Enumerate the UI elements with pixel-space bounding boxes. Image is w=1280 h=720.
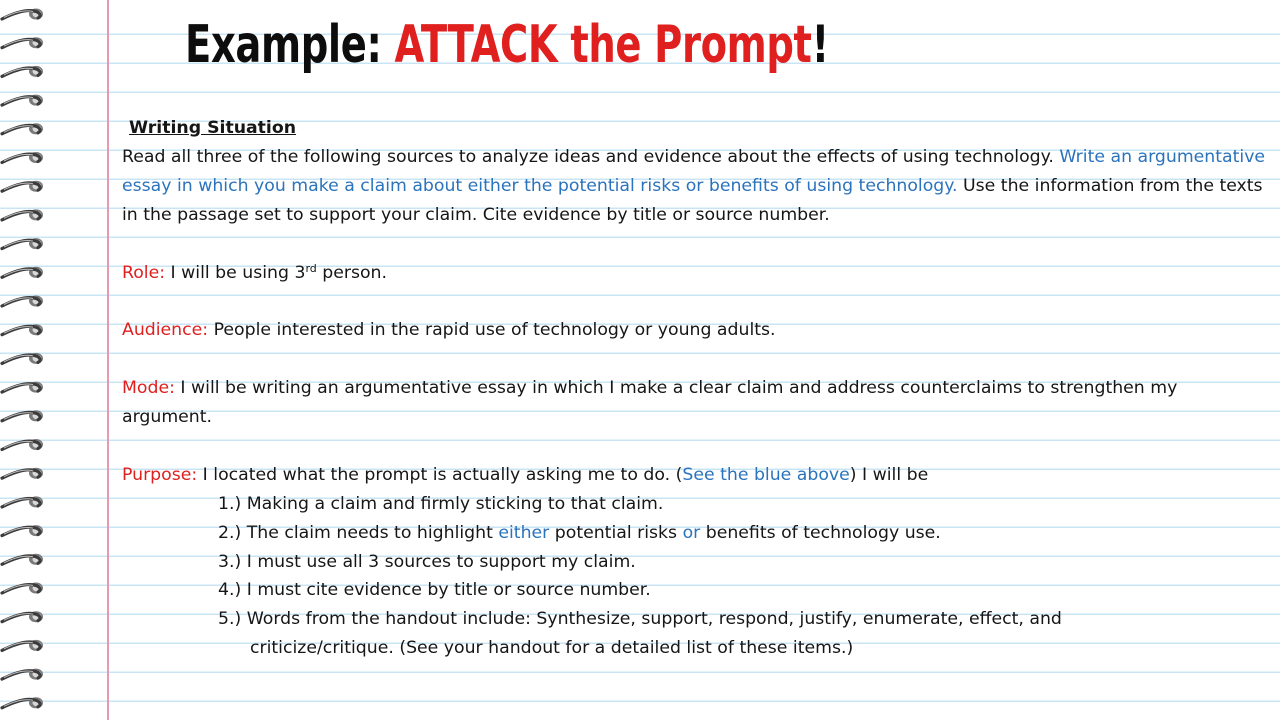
title-highlight: ATTACK the Prompt [394,15,812,75]
purpose-item-3: 3.) I must use all 3 sources to support my claim. [218,551,636,572]
spiral-ring [2,439,43,450]
writing-situation-text-1: Read all three of the following sources to analyze ideas and evidence about the effects of using technology. [122,146,1060,167]
spiral-ring [2,324,43,335]
page-title [0,12,1014,78]
spiral-ring [2,238,43,249]
spiral-ring [2,181,43,192]
prompt-content [122,114,1267,663]
role-text: I will be using 3 [165,262,306,283]
spiral-binding [0,0,52,720]
audience-text: People interested in the rapid use of technology or young adults. [208,320,776,341]
writing-situation-heading: Writing Situation [129,118,297,138]
purpose-label: Purpose: [122,464,198,485]
spiral-ring [2,640,43,651]
writing-situation-paragraph [122,143,1267,230]
purpose-text-1: I located what the prompt is actually asking me to do. ( [197,464,683,485]
spiral-ring [2,496,43,507]
mode-label: Mode: [122,378,175,399]
mode-line [122,374,1267,432]
spiral-ring [2,296,43,307]
spiral-ring [2,611,43,622]
purpose-item-2 [122,519,1267,548]
purpose-text-2: ) I will be [849,464,929,485]
purpose-highlight: See the blue above [682,464,850,485]
spiral-ring [2,697,43,708]
spiral-ring [2,353,43,364]
spiral-ring [2,410,43,421]
purpose-item-2-end: benefits of technology use. [700,522,941,543]
spiral-ring [2,525,43,536]
role-label: Role: [122,262,166,283]
spiral-ring [2,468,43,479]
purpose-item-2-start: 2.) The claim needs to highlight [218,522,499,543]
writing-situation-text-2: Use the information from the texts in the passage set to support your claim. Cite evidence by title or source number. [122,175,1263,225]
spiral-ring [2,123,43,134]
role-text-after: person. [316,262,387,283]
spiral-ring [2,669,43,680]
role-line [122,259,1267,288]
title-suffix: ! [811,15,829,75]
purpose-item-2-or: or [682,522,701,543]
purpose-item-5: 5.) Words from the handout include: Synthesize, support, respond, justify, enumerate, effect, and [218,609,1062,630]
spiral-ring [2,267,43,278]
purpose-line [122,461,1267,490]
writing-situation-highlight: Write an argumentative essay in which you make a claim about either the potential risks or benefits of using technology. [122,146,1266,196]
spiral-ring [2,152,43,163]
spiral-ring [2,554,43,565]
audience-line [122,316,1267,345]
role-superscript: rd [305,261,317,275]
spiral-ring [2,209,43,220]
audience-label: Audience: [122,320,209,341]
title-prefix: Example: [185,15,395,75]
spiral-ring [2,382,43,393]
purpose-item-4: 4.) I must cite evidence by title or source number. [218,580,651,601]
mode-text: I will be writing an argumentative essay in which I make a clear claim and address counterclaims to strengthen my argument. [122,378,1178,428]
purpose-item-2-mid: potential risks [549,522,683,543]
purpose-item-1: 1.) Making a claim and firmly sticking to that claim. [218,493,664,514]
spiral-ring [2,95,43,106]
spiral-ring [2,583,43,594]
purpose-item-2-either: either [498,522,550,543]
purpose-item-5-continued: criticize/critique. (See your handout for a detailed list of these items.) [250,638,854,659]
margin-line [107,0,109,720]
